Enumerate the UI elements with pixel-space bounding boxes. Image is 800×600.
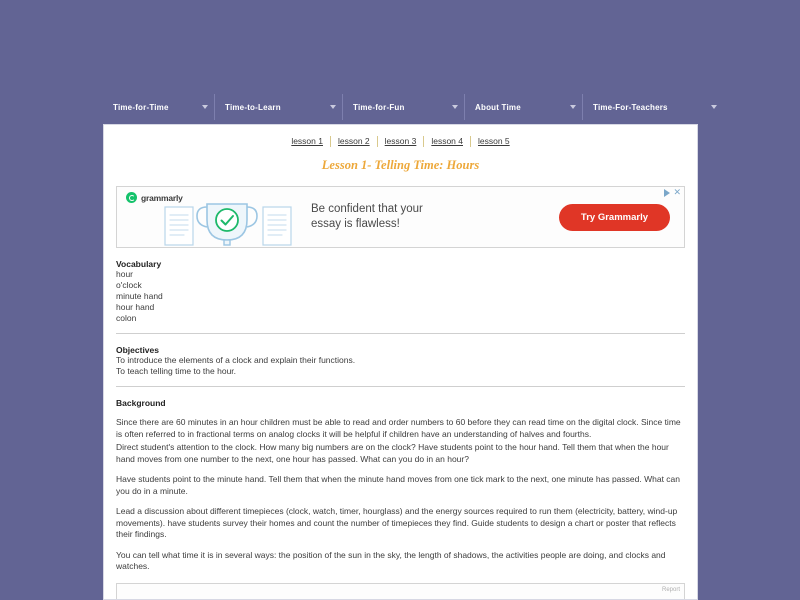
ad-headline [299, 202, 559, 232]
objectives-heading: Objectives [116, 345, 159, 355]
main-navigation [103, 92, 723, 122]
vocabulary-term: hour hand [116, 302, 155, 312]
chevron-down-icon[interactable] [330, 105, 336, 109]
lesson-content [104, 259, 697, 573]
vocabulary-term: minute hand [116, 291, 163, 301]
nav-item-label: Time-for-Fun [353, 102, 405, 112]
lesson-link-2[interactable]: lesson 2 [331, 136, 378, 147]
nav-item-label: Time-for-Time [113, 102, 169, 112]
content-panel [103, 124, 698, 600]
background-paragraph: You can tell what time it is in several ways: the position of the sun in the sky, the length of shadows, the activities people are doing, and clocks and watches. [116, 549, 666, 571]
nav-item-label: Time-For-Teachers [593, 102, 668, 112]
grammarly-logo-icon [126, 192, 137, 203]
lesson-link-5[interactable]: lesson 5 [478, 136, 510, 146]
chevron-down-icon[interactable] [202, 105, 208, 109]
objective-line: To teach telling time to the hour. [116, 366, 237, 376]
nav-item-label: About Time [475, 102, 521, 112]
vocabulary-term: o'clock [116, 280, 142, 290]
background-paragraph: Direct student's attention to the clock. How many big numbers are on the clock? Have students point to the hour hand. Tell them that when the hour hand moves from one number to the next, one hour has passed. What can you do in an hour? [116, 442, 669, 464]
chevron-down-icon[interactable] [452, 105, 458, 109]
background-heading: Background [116, 398, 166, 408]
background-paragraph: Lead a discussion about different timepieces (clock, watch, timer, hourglass) and the energy sources required to run them (electricity, battery, wind-up movements). have students survey their homes and count the number of timepieces they find. Guide students to design a chart or poster that reflects their findings. [116, 506, 678, 539]
background-paragraph: Have students point to the minute hand. Tell them that when the minute hand moves from one tick mark to the next, one minute has passed. What can you do in a minute. [116, 474, 680, 496]
ad-controls [664, 188, 681, 197]
vocabulary-term: hour [116, 269, 134, 279]
objective-line: To introduce the elements of a clock and explain their functions. [116, 355, 356, 365]
brand-name: grammarly [141, 192, 183, 203]
page-title: Lesson 1- Telling Time: Hours [321, 158, 480, 172]
nav-item-label: Time-to-Learn [225, 102, 281, 112]
lesson-link-3[interactable]: lesson 3 [378, 136, 425, 147]
lesson-link-4[interactable]: lesson 4 [424, 136, 471, 147]
background-paragraph: Since there are 60 minutes in an hour children must be able to read and order numbers to 60 before they can read time on the digital clock. Since time is often referred to in fractional terms on analog clocks it will be helpful if children have an understanding of halves and fourths. [116, 417, 681, 439]
lesson-link-1[interactable]: lesson 1 [284, 136, 331, 147]
try-grammarly-button[interactable]: Try Grammarly [559, 204, 670, 231]
section-divider [116, 386, 685, 387]
ad-headline-line-2: essay is flawless! [311, 218, 400, 230]
ad-report-label[interactable]: Report [661, 586, 680, 593]
nav-item-time-to-learn[interactable] [215, 94, 343, 120]
nav-item-time-for-fun[interactable] [343, 94, 465, 120]
advertisement-banner[interactable] [116, 186, 685, 248]
ad-artwork [117, 187, 299, 247]
adchoices-icon[interactable] [664, 189, 670, 197]
nav-item-time-for-teachers[interactable] [583, 94, 723, 120]
nav-item-about-time[interactable] [465, 94, 583, 120]
chevron-down-icon[interactable] [711, 105, 717, 109]
lesson-link-bar [104, 136, 697, 147]
trophy-checkmark-illustration [163, 201, 295, 247]
section-divider [116, 333, 685, 334]
secondary-advertisement[interactable] [116, 583, 685, 600]
vocabulary-term: colon [116, 313, 137, 323]
ad-headline-line-1: Be confident that your [311, 203, 423, 215]
chevron-down-icon[interactable] [570, 105, 576, 109]
vocabulary-heading: Vocabulary [116, 259, 162, 269]
close-icon[interactable]: ✕ [673, 187, 681, 197]
nav-item-time-for-time[interactable] [103, 94, 215, 120]
